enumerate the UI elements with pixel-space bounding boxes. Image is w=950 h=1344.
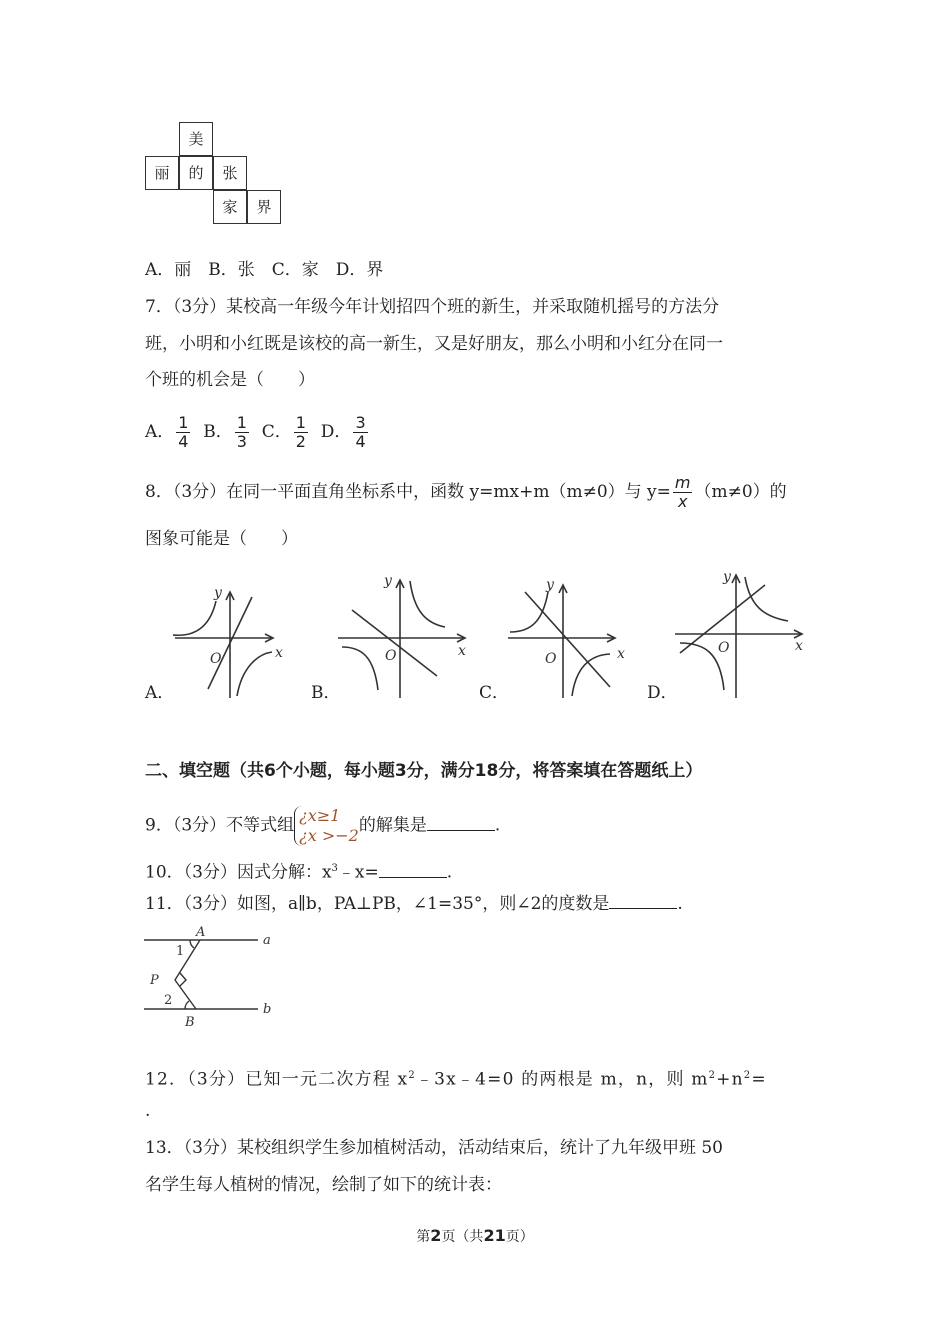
q10-line: 10．（3分）因式分解：$x^3﹣x=$ . xyxy=(145,855,452,887)
label-line-a: a xyxy=(263,933,271,948)
graph-d xyxy=(675,569,803,698)
origin-label: O xyxy=(545,651,557,667)
axis-x-label: x xyxy=(275,645,283,661)
q8-line1: 8．（3分）在同一平面直角坐标系中，函数 y=mx+m（m≠0）与 y= $\frac{m}{x}$ （m≠0）的 xyxy=(145,473,787,511)
axis-y-label: y xyxy=(214,585,222,601)
q13-line1: 13．（3分）某校组织学生参加植树活动，活动结束后，统计了九年级甲班 50 xyxy=(145,1138,723,1158)
label-angle-2: 2 xyxy=(164,993,173,1008)
q6-options: A．丽 B．张 C．家 D．界 xyxy=(145,260,384,280)
graph-c xyxy=(508,577,625,698)
q7-line3: 个班的机会是（ ） xyxy=(145,370,315,390)
label-a-point: A xyxy=(196,925,206,940)
option-c-label: C． xyxy=(261,422,292,442)
fraction: $\frac{m}{x}$ xyxy=(674,473,691,511)
label-b-point: B xyxy=(185,1015,195,1030)
axis-x-label: x xyxy=(795,638,803,654)
origin-label: O xyxy=(210,651,222,667)
q7-line2: 班，小明和小红既是该校的高一新生，又是好朋友，那么小明和小红分在同一 xyxy=(145,334,723,354)
answer-blank xyxy=(379,859,447,878)
fraction: $\frac{1}{3}$ xyxy=(236,413,247,451)
axis-y-label: y xyxy=(546,577,554,593)
q7-line1: 7．（3分）某校高一年级今年计划招四个班的新生，并采取随机摇号的方法分 xyxy=(145,297,720,317)
q13-line2: 名学生每人植树的情况，绘制了如下的统计表： xyxy=(145,1175,502,1195)
q8-line2: 图象可能是（ ） xyxy=(145,529,298,549)
net-cell: 的 xyxy=(179,156,213,190)
graph-a-label: A． xyxy=(145,683,175,703)
graph-d-label: D． xyxy=(647,683,678,703)
net-cell: 界 xyxy=(247,190,281,224)
net-cell: 家 xyxy=(213,190,247,224)
label-p-point: P xyxy=(150,973,159,988)
fraction: $\frac{3}{4}$ xyxy=(355,413,366,451)
q9-line: 9．（3分）不等式组 ¿x≥1 ¿x >−2 的解集是 . xyxy=(145,806,501,845)
answer-blank xyxy=(609,890,677,909)
fraction: $\frac{1}{2}$ xyxy=(295,413,306,451)
net-cell: 丽 xyxy=(145,156,179,190)
option-b-label: B． xyxy=(203,422,233,442)
origin-label: O xyxy=(718,640,730,656)
q12-line1: 12．（3分）已知一元二次方程 $x^2﹣3x﹣4=0$ 的两根是 m，n，则 $m^2+n^2=$ xyxy=(145,1069,767,1090)
q11-figure xyxy=(140,922,290,1032)
graph-a xyxy=(173,585,283,698)
q7-options xyxy=(145,414,370,451)
label-angle-1: 1 xyxy=(176,944,185,959)
origin-label: O xyxy=(385,648,397,664)
page-footer: 第2页（共21页） xyxy=(416,1226,534,1245)
answer-blank xyxy=(427,812,495,831)
axis-x-label: x xyxy=(617,646,625,662)
option-a-label: A． xyxy=(145,422,175,442)
axis-y-label: y xyxy=(723,569,731,585)
graph-b xyxy=(338,573,466,698)
net-cell: 张 xyxy=(213,156,247,190)
axis-y-label: y xyxy=(384,573,392,589)
section-heading: 二、填空题（共6个小题，每小题3分，满分18分，将答案填在答题纸上） xyxy=(145,761,703,781)
q12-line2: . xyxy=(145,1101,151,1121)
net-cell: 美 xyxy=(179,122,213,156)
fraction: $\frac{1}{4}$ xyxy=(178,413,189,451)
q11-line: 11．（3分）如图，a∥b，PA⊥PB，∠1=35°，则∠2的度数是 . xyxy=(145,890,683,918)
graph-c-label: C． xyxy=(479,683,510,703)
option-d-label: D． xyxy=(320,422,352,442)
axis-x-label: x xyxy=(458,643,466,659)
inequality-system: ¿x≥1 ¿x >−2 xyxy=(294,806,359,846)
label-line-b: b xyxy=(263,1002,272,1017)
graph-b-label: B． xyxy=(311,683,341,703)
